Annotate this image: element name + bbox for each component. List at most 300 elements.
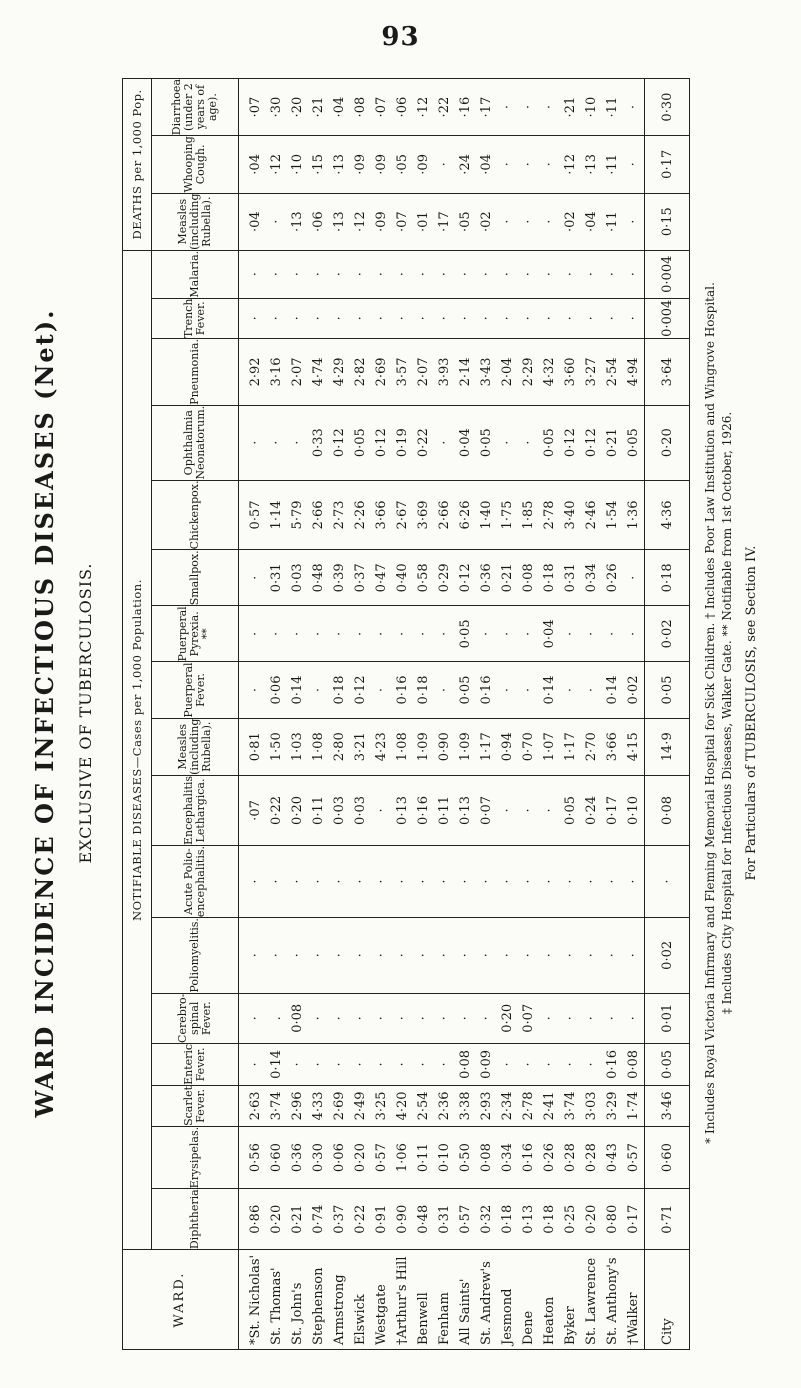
table-cell: 0·28 bbox=[560, 1126, 581, 1188]
table-cell: ·05 bbox=[392, 136, 413, 193]
table-cell: · bbox=[266, 298, 287, 338]
table-cell: · bbox=[623, 918, 645, 994]
table-cell: · bbox=[539, 918, 560, 994]
table-cell: 2·41 bbox=[539, 1085, 560, 1126]
table-cell: ·04 bbox=[239, 193, 267, 250]
table-cell: · bbox=[308, 606, 329, 662]
table-cell: ·04 bbox=[239, 136, 267, 193]
table-cell: · bbox=[371, 846, 392, 918]
table-cell: 0·14 bbox=[602, 662, 623, 718]
table-cell: 0·21 bbox=[497, 550, 518, 606]
table-row bbox=[350, 79, 371, 1350]
table-cell: ·04 bbox=[476, 136, 497, 193]
table-row bbox=[434, 79, 455, 1350]
table-row bbox=[308, 79, 329, 1350]
table-cell: 0·05 bbox=[455, 606, 476, 662]
table-cell: 2·26 bbox=[350, 480, 371, 550]
table-cell: 0·11 bbox=[308, 775, 329, 845]
table-row bbox=[266, 79, 287, 1350]
ward-name: Elswick bbox=[350, 1250, 371, 1350]
tuberculosis-note: For Particulars of TUBERCULOSIS, see Section IV. bbox=[744, 545, 759, 881]
table-cell: 4·94 bbox=[623, 339, 645, 406]
table-cell: 0·37 bbox=[329, 1189, 350, 1250]
table-cell: · bbox=[350, 846, 371, 918]
table-cell: · bbox=[266, 250, 287, 298]
table-cell: · bbox=[497, 606, 518, 662]
table-cell: 0·11 bbox=[434, 775, 455, 845]
table-cell: 0·21 bbox=[602, 405, 623, 480]
table-cell: · bbox=[581, 918, 602, 994]
footnotes bbox=[702, 58, 736, 1368]
city-cell: 0·15 bbox=[645, 193, 690, 250]
ward-name: Stephenson bbox=[308, 1250, 329, 1350]
table-cell: · bbox=[329, 918, 350, 994]
table-cell: · bbox=[329, 1043, 350, 1085]
table-cell: 1·08 bbox=[308, 718, 329, 775]
table-cell: 1·17 bbox=[476, 718, 497, 775]
table-cell: · bbox=[623, 298, 645, 338]
table-cell: · bbox=[602, 250, 623, 298]
table-cell: 2·82 bbox=[350, 339, 371, 406]
ward-name: †Arthur's Hill bbox=[392, 1250, 413, 1350]
table-cell: 2·46 bbox=[581, 480, 602, 550]
table-cell: 0·39 bbox=[329, 550, 350, 606]
table-cell: · bbox=[518, 405, 539, 480]
table-cell: · bbox=[392, 606, 413, 662]
table-cell: 0·17 bbox=[602, 775, 623, 845]
table-cell: 0·29 bbox=[434, 550, 455, 606]
table-cell: ·07 bbox=[239, 79, 267, 136]
table-cell: · bbox=[497, 775, 518, 845]
table-cell: · bbox=[239, 606, 267, 662]
col-smallpox: Smallpox. bbox=[152, 550, 239, 606]
footnote-2: ‡ Includes City Hospital for Infectious Diseases, Walker Gate. ** Notifiable from 1st October, 1926. bbox=[720, 411, 734, 1015]
table-cell: 1·36 bbox=[623, 480, 645, 550]
table-cell: · bbox=[581, 662, 602, 718]
table-cell: 0·06 bbox=[266, 662, 287, 718]
table-cell: · bbox=[287, 606, 308, 662]
ward-name: Byker bbox=[560, 1250, 581, 1350]
table-cell: · bbox=[581, 250, 602, 298]
table-cell: · bbox=[518, 918, 539, 994]
table-cell: 0·22 bbox=[350, 1189, 371, 1250]
table-cell: ·08 bbox=[350, 79, 371, 136]
table-row bbox=[518, 79, 539, 1350]
table-cell: · bbox=[497, 846, 518, 918]
table-cell: ·04 bbox=[329, 79, 350, 136]
table-cell: 2·34 bbox=[497, 1085, 518, 1126]
ward-name: Jesmond bbox=[497, 1250, 518, 1350]
table-cell: · bbox=[239, 250, 267, 298]
table-cell: 0·05 bbox=[539, 405, 560, 480]
city-label: City bbox=[645, 1250, 690, 1350]
table-cell: · bbox=[455, 993, 476, 1043]
table-cell: 1·40 bbox=[476, 480, 497, 550]
table-cell: 3·21 bbox=[350, 718, 371, 775]
table-cell: 4·23 bbox=[371, 718, 392, 775]
city-cell: 0·004 bbox=[645, 298, 690, 338]
table-cell: 1·74 bbox=[623, 1085, 645, 1126]
table-cell: · bbox=[623, 79, 645, 136]
table-cell: · bbox=[581, 1043, 602, 1085]
table-cell: 6·26 bbox=[455, 480, 476, 550]
table-cell: 0·12 bbox=[560, 405, 581, 480]
table-cell: · bbox=[560, 993, 581, 1043]
table-cell: 2·54 bbox=[413, 1085, 434, 1126]
table-cell: 0·05 bbox=[455, 662, 476, 718]
table-cell: · bbox=[308, 1043, 329, 1085]
table-row bbox=[476, 79, 497, 1350]
table-cell: 3·69 bbox=[413, 480, 434, 550]
table-cell: 0·05 bbox=[560, 775, 581, 845]
table-cell: ·20 bbox=[287, 79, 308, 136]
city-row bbox=[645, 79, 690, 1350]
table-cell: 0·10 bbox=[623, 775, 645, 845]
table-cell: 0·20 bbox=[287, 775, 308, 845]
ward-name: All Saints' bbox=[455, 1250, 476, 1350]
table-cell: · bbox=[434, 1043, 455, 1085]
ward-name: †Walker bbox=[623, 1250, 645, 1350]
table-cell: ·17 bbox=[434, 193, 455, 250]
table-cell: 3·74 bbox=[560, 1085, 581, 1126]
city-cell: 0·71 bbox=[645, 1189, 690, 1250]
table-cell: 3·66 bbox=[602, 718, 623, 775]
table-cell: 0·02 bbox=[623, 662, 645, 718]
table-row bbox=[413, 79, 434, 1350]
table-cell: · bbox=[518, 193, 539, 250]
table-cell: 0·19 bbox=[392, 405, 413, 480]
table-cell: · bbox=[329, 993, 350, 1043]
col-erysipelas: Erysipelas. bbox=[152, 1126, 239, 1188]
table-cell: · bbox=[308, 846, 329, 918]
table-cell: 2·36 bbox=[434, 1085, 455, 1126]
table-cell: · bbox=[560, 846, 581, 918]
table-row bbox=[287, 79, 308, 1350]
table-cell: ·09 bbox=[371, 193, 392, 250]
table-cell: · bbox=[623, 846, 645, 918]
table-cell: · bbox=[266, 846, 287, 918]
table-cell: · bbox=[581, 846, 602, 918]
table-cell: 2·29 bbox=[518, 339, 539, 406]
table-cell: ·06 bbox=[308, 193, 329, 250]
col-diphtheria: Diphtheria bbox=[152, 1189, 239, 1250]
table-cell: 2·67 bbox=[392, 480, 413, 550]
table-cell: · bbox=[413, 993, 434, 1043]
table-cell: ·11 bbox=[602, 136, 623, 193]
table-cell: ·12 bbox=[560, 136, 581, 193]
table-cell: · bbox=[371, 662, 392, 718]
table-cell: ·13 bbox=[329, 136, 350, 193]
table-row bbox=[539, 79, 560, 1350]
table-cell: · bbox=[476, 606, 497, 662]
col-trench: Trench Fever. bbox=[152, 298, 239, 338]
table-cell: · bbox=[308, 993, 329, 1043]
table-cell: 0·94 bbox=[497, 718, 518, 775]
city-cell: 14·9 bbox=[645, 718, 690, 775]
table-cell: 1·75 bbox=[497, 480, 518, 550]
table-cell: · bbox=[371, 606, 392, 662]
table-cell: · bbox=[434, 250, 455, 298]
table-cell: ·13 bbox=[329, 193, 350, 250]
table-cell: 0·12 bbox=[329, 405, 350, 480]
table-cell: 0·05 bbox=[623, 405, 645, 480]
table-cell: · bbox=[497, 405, 518, 480]
table-cell: ·13 bbox=[581, 136, 602, 193]
table-cell: · bbox=[392, 993, 413, 1043]
table-cell: ·11 bbox=[602, 193, 623, 250]
col-measles-notified: Measles (including Rubella). bbox=[152, 718, 239, 775]
ward-name: St. Thomas' bbox=[266, 1250, 287, 1350]
table-cell: 4·32 bbox=[539, 339, 560, 406]
table-cell: · bbox=[329, 846, 350, 918]
table-cell: 0·86 bbox=[239, 1189, 267, 1250]
table-cell: 2·07 bbox=[413, 339, 434, 406]
table-row bbox=[623, 79, 645, 1350]
table-cell: · bbox=[602, 993, 623, 1043]
table-cell: ·22 bbox=[434, 79, 455, 136]
table-cell: · bbox=[539, 846, 560, 918]
table-cell: 3·03 bbox=[581, 1085, 602, 1126]
table-cell: 0·13 bbox=[455, 775, 476, 845]
table-cell: · bbox=[539, 250, 560, 298]
table-cell: 0·03 bbox=[287, 550, 308, 606]
table-cell: 1·54 bbox=[602, 480, 623, 550]
table-cell: 0·43 bbox=[602, 1126, 623, 1188]
table-cell: · bbox=[476, 250, 497, 298]
table-row bbox=[329, 79, 350, 1350]
city-cell: 3·64 bbox=[645, 339, 690, 406]
table-cell: 2·78 bbox=[539, 480, 560, 550]
table-cell: · bbox=[266, 606, 287, 662]
table-cell: 5·79 bbox=[287, 480, 308, 550]
table-cell: 0·16 bbox=[518, 1126, 539, 1188]
table-cell: 0·13 bbox=[518, 1189, 539, 1250]
table-cell: 3·38 bbox=[455, 1085, 476, 1126]
city-cell: 0·18 bbox=[645, 550, 690, 606]
table-cell: · bbox=[287, 405, 308, 480]
table-cell: · bbox=[434, 405, 455, 480]
ward-name: *St. Nicholas' bbox=[239, 1250, 267, 1350]
table-cell: 0·57 bbox=[455, 1189, 476, 1250]
col-puerperal-fever: Puerperal Fever. bbox=[152, 662, 239, 718]
table-cell: 2·92 bbox=[239, 339, 267, 406]
table-cell: · bbox=[581, 298, 602, 338]
table-cell: · bbox=[371, 298, 392, 338]
table-cell: 4·33 bbox=[308, 1085, 329, 1126]
table-cell: · bbox=[350, 1043, 371, 1085]
table-cell: ·13 bbox=[287, 193, 308, 250]
table-cell: 0·21 bbox=[287, 1189, 308, 1250]
table-cell: 4·15 bbox=[623, 718, 645, 775]
table-cell: 2·96 bbox=[287, 1085, 308, 1126]
table-cell: · bbox=[239, 846, 267, 918]
table-cell: 0·34 bbox=[581, 550, 602, 606]
table-cell: · bbox=[518, 136, 539, 193]
table-cell: 2·14 bbox=[455, 339, 476, 406]
ward-name: Westgate bbox=[371, 1250, 392, 1350]
table-cell: ·09 bbox=[413, 136, 434, 193]
table-cell: 0·90 bbox=[392, 1189, 413, 1250]
table-cell: 0·56 bbox=[239, 1126, 267, 1188]
table-cell: 1·06 bbox=[392, 1126, 413, 1188]
table-cell: 3·16 bbox=[266, 339, 287, 406]
table-cell: · bbox=[371, 250, 392, 298]
city-cell: 0·20 bbox=[645, 405, 690, 480]
table-cell: ·30 bbox=[266, 79, 287, 136]
table-cell: 2·73 bbox=[329, 480, 350, 550]
col-puerperal-pyrexia: Puerperal Pyrexia. ** bbox=[152, 606, 239, 662]
table-cell: 0·57 bbox=[623, 1126, 645, 1188]
table-cell: 3·60 bbox=[560, 339, 581, 406]
table-cell: · bbox=[413, 918, 434, 994]
table-cell: 0·22 bbox=[266, 775, 287, 845]
table-cell: · bbox=[392, 846, 413, 918]
table-cell: 0·31 bbox=[434, 1189, 455, 1250]
ward-name: St. Andrew's bbox=[476, 1250, 497, 1350]
table-cell: 0·05 bbox=[476, 405, 497, 480]
city-cell: 0·08 bbox=[645, 775, 690, 845]
col-malaria: Malaria. bbox=[152, 250, 239, 298]
table-cell: 1·09 bbox=[413, 718, 434, 775]
table-cell: ·04 bbox=[581, 193, 602, 250]
table-cell: · bbox=[239, 550, 267, 606]
table-cell: 0·80 bbox=[602, 1189, 623, 1250]
table-cell: 2·07 bbox=[287, 339, 308, 406]
table-cell: 0·26 bbox=[539, 1126, 560, 1188]
table-cell: · bbox=[539, 775, 560, 845]
table-cell: · bbox=[623, 250, 645, 298]
table-cell: · bbox=[602, 298, 623, 338]
table-cell: · bbox=[371, 918, 392, 994]
table-cell: 4·20 bbox=[392, 1085, 413, 1126]
table-cell: 0·12 bbox=[350, 662, 371, 718]
table-cell: ·02 bbox=[560, 193, 581, 250]
table-cell: · bbox=[308, 298, 329, 338]
table-cell: · bbox=[560, 606, 581, 662]
table-cell: 0·32 bbox=[476, 1189, 497, 1250]
table-cell: · bbox=[350, 250, 371, 298]
group-deaths: DEATHS per 1,000 Pop. bbox=[123, 79, 152, 251]
table-cell: · bbox=[434, 918, 455, 994]
table-cell: · bbox=[329, 606, 350, 662]
table-cell: · bbox=[392, 918, 413, 994]
rotated-table-page bbox=[30, 58, 770, 1368]
table-cell: 0·10 bbox=[434, 1126, 455, 1188]
table-cell: 2·66 bbox=[434, 480, 455, 550]
table-row bbox=[602, 79, 623, 1350]
table-row bbox=[581, 79, 602, 1350]
table-cell: 1·09 bbox=[455, 718, 476, 775]
table-cell: · bbox=[239, 918, 267, 994]
table-cell: · bbox=[371, 1043, 392, 1085]
table-cell: 0·12 bbox=[581, 405, 602, 480]
table-cell: · bbox=[434, 298, 455, 338]
table-cell: 0·08 bbox=[518, 550, 539, 606]
table-cell: · bbox=[287, 1043, 308, 1085]
table-cell: 0·26 bbox=[602, 550, 623, 606]
ward-name: St. Lawrence bbox=[581, 1250, 602, 1350]
table-cell: · bbox=[308, 250, 329, 298]
table-cell: · bbox=[518, 250, 539, 298]
table-cell: ·07 bbox=[239, 775, 267, 845]
page-title: WARD INCIDENCE OF INFECTIOUS DISEASES (Net). bbox=[30, 308, 59, 1118]
table-cell: · bbox=[497, 136, 518, 193]
col-measles-deaths: Measles (including Rubella). bbox=[152, 193, 239, 250]
table-cell: 3·25 bbox=[371, 1085, 392, 1126]
table-cell: · bbox=[497, 79, 518, 136]
table-cell: ·06 bbox=[392, 79, 413, 136]
table-cell: · bbox=[560, 918, 581, 994]
city-cell: 0·004 bbox=[645, 250, 690, 298]
table-cell: 2·54 bbox=[602, 339, 623, 406]
table-cell: 0·04 bbox=[539, 606, 560, 662]
city-cell: 3·46 bbox=[645, 1085, 690, 1126]
table-cell: 3·74 bbox=[266, 1085, 287, 1126]
table-cell: 2·93 bbox=[476, 1085, 497, 1126]
table-cell: · bbox=[560, 1043, 581, 1085]
city-cell: 0·30 bbox=[645, 79, 690, 136]
table-cell: · bbox=[434, 846, 455, 918]
incidence-table bbox=[122, 78, 690, 1350]
table-cell: 0·57 bbox=[371, 1126, 392, 1188]
table-cell: · bbox=[476, 918, 497, 994]
ward-name: Dene bbox=[518, 1250, 539, 1350]
table-cell: 0·16 bbox=[476, 662, 497, 718]
table-cell: 2·49 bbox=[350, 1085, 371, 1126]
table-cell: 0·34 bbox=[497, 1126, 518, 1188]
table-cell: 0·20 bbox=[497, 993, 518, 1043]
table-cell: 0·14 bbox=[539, 662, 560, 718]
table-cell: 0·47 bbox=[371, 550, 392, 606]
table-cell: · bbox=[413, 606, 434, 662]
table-cell: 0·06 bbox=[329, 1126, 350, 1188]
table-cell: 0·12 bbox=[455, 550, 476, 606]
table-cell: 0·37 bbox=[350, 550, 371, 606]
table-cell: 0·05 bbox=[350, 405, 371, 480]
table-cell: · bbox=[455, 846, 476, 918]
table-cell: 0·07 bbox=[476, 775, 497, 845]
table-cell: ·21 bbox=[308, 79, 329, 136]
table-cell: 1·17 bbox=[560, 718, 581, 775]
table-cell: · bbox=[476, 993, 497, 1043]
table-cell: · bbox=[413, 250, 434, 298]
table-cell: · bbox=[581, 606, 602, 662]
table-cell: 0·48 bbox=[413, 1189, 434, 1250]
table-cell: ·16 bbox=[455, 79, 476, 136]
city-cell: 0·05 bbox=[645, 1043, 690, 1085]
table-cell: · bbox=[560, 298, 581, 338]
col-chickenpox: Chickenpox. bbox=[152, 480, 239, 550]
table-row bbox=[392, 79, 413, 1350]
table-cell: ·12 bbox=[413, 79, 434, 136]
table-cell: 4·74 bbox=[308, 339, 329, 406]
table-cell: 0·81 bbox=[239, 718, 267, 775]
table-cell: 0·60 bbox=[266, 1126, 287, 1188]
table-cell: 0·58 bbox=[413, 550, 434, 606]
table-cell: · bbox=[560, 250, 581, 298]
table-cell: · bbox=[371, 775, 392, 845]
table-cell: · bbox=[413, 846, 434, 918]
table-cell: 2·66 bbox=[308, 480, 329, 550]
table-cell: 0·91 bbox=[371, 1189, 392, 1250]
col-polio: Poliomyelitis. bbox=[152, 918, 239, 994]
table-cell: · bbox=[350, 918, 371, 994]
table-cell: · bbox=[518, 1043, 539, 1085]
table-cell: ·11 bbox=[602, 79, 623, 136]
table-cell: 0·03 bbox=[350, 775, 371, 845]
table-cell: · bbox=[476, 846, 497, 918]
table-row bbox=[455, 79, 476, 1350]
